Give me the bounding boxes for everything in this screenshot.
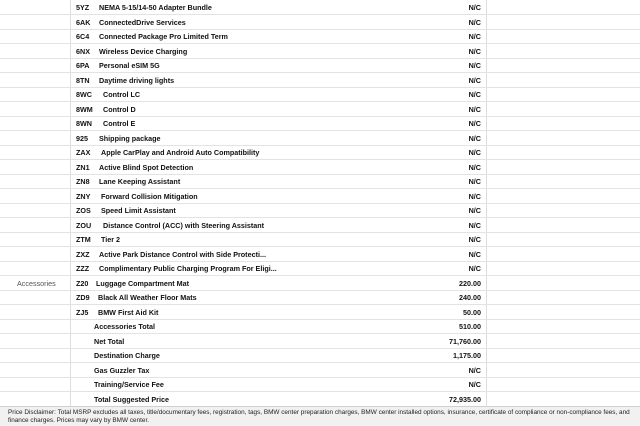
option-description: NEMA 5-15/14-50 Adapter Bundle (99, 3, 212, 12)
option-description: Control D (103, 104, 136, 114)
option-description: Daytime driving lights (99, 75, 175, 85)
option-price: N/C (468, 61, 481, 70)
total-label: Gas Guzzler Tax (94, 365, 150, 375)
option-code: ZJ5 (76, 307, 89, 317)
total-row (0, 334, 640, 349)
table-row (0, 58, 640, 73)
option-code: ZN8 (76, 177, 90, 186)
option-description: Complimentary Public Charging Program For Eligi... (99, 264, 277, 273)
table-row (0, 189, 640, 204)
table-row (0, 247, 640, 262)
total-value: 510.00 (459, 322, 481, 331)
option-price: N/C (468, 75, 481, 85)
total-row (0, 348, 640, 363)
option-description: BMW First Aid Kit (98, 307, 159, 317)
option-price: N/C (468, 46, 481, 56)
option-description: Speed Limit Assistant (101, 206, 176, 215)
option-description: Shipping package (99, 133, 161, 143)
option-description: Forward Collision Mitigation (101, 191, 198, 201)
option-price: N/C (468, 220, 481, 230)
total-row (0, 363, 640, 378)
table-row (0, 29, 640, 44)
option-code: ZZZ (76, 264, 90, 273)
table-row (0, 145, 640, 160)
option-price: 50.00 (463, 307, 481, 317)
table-row (0, 203, 640, 218)
total-label: Training/Service Fee (94, 380, 164, 389)
option-code: 6C4 (76, 32, 90, 41)
total-value: 1,175.00 (453, 351, 481, 360)
table-row (0, 174, 640, 189)
table-row (0, 116, 640, 131)
total-label: Accessories Total (94, 322, 155, 331)
option-description: Lane Keeping Assistant (99, 177, 181, 186)
option-code: 8WM (76, 104, 93, 114)
option-price: 240.00 (459, 293, 481, 302)
option-code: ZXZ (76, 249, 90, 259)
table-row (0, 261, 640, 276)
option-code: 925 (76, 133, 88, 143)
option-description: Active Blind Spot Detection (99, 162, 194, 172)
option-description: Connected Package Pro Limited Term (99, 32, 228, 41)
option-price: N/C (468, 264, 481, 273)
option-code: ZN1 (76, 162, 90, 172)
option-description: Wireless Device Charging (99, 46, 188, 56)
total-label: Net Total (94, 336, 125, 346)
option-description: ConnectedDrive Services (99, 17, 186, 27)
option-price: N/C (468, 177, 481, 186)
option-description: Luggage Compartment Mat (96, 278, 190, 288)
option-code: ZNY (76, 191, 91, 201)
option-price: N/C (468, 3, 481, 12)
section-label: Accessories (17, 278, 56, 288)
table-row (0, 276, 640, 291)
option-description: Black All Weather Floor Mats (98, 293, 197, 302)
total-label: Total Suggested Price (94, 394, 169, 404)
option-description: Control E (103, 119, 136, 128)
option-code: 5YZ (76, 3, 90, 12)
option-description: Tier 2 (101, 235, 121, 244)
option-code: 8TN (76, 75, 90, 85)
total-row (0, 392, 640, 407)
table-row (0, 0, 640, 15)
price-disclaimer: Price Disclaimer: Total MSRP excludes all taxes, title/documentary fees, registration, tags, BMW center preparation charges, BMW center installed options, insurance, certificate of compliance or non-compliance fees, and finance charges. Prices may vary by BMW center. (0, 406, 640, 426)
table-row (0, 290, 640, 305)
option-price: N/C (468, 32, 481, 41)
option-price: N/C (468, 133, 481, 143)
option-code: ZTM (76, 235, 91, 244)
option-code: 6AK (76, 17, 91, 27)
option-price: N/C (468, 206, 481, 215)
option-price: N/C (468, 191, 481, 201)
option-code: 6NX (76, 46, 90, 56)
table-row (0, 87, 640, 102)
option-price: N/C (468, 162, 481, 172)
total-value: 71,760.00 (449, 336, 481, 346)
option-code: ZOS (76, 206, 91, 215)
option-price: N/C (468, 249, 481, 259)
option-price: N/C (468, 148, 481, 157)
option-price: N/C (468, 17, 481, 27)
table-row (0, 160, 640, 175)
table-row (0, 218, 640, 233)
table-row (0, 232, 640, 247)
option-price: N/C (468, 119, 481, 128)
option-price: 220.00 (459, 278, 481, 288)
option-code: ZD9 (76, 293, 90, 302)
option-description: Control LC (103, 90, 141, 99)
total-value: N/C (468, 380, 481, 389)
option-description: Apple CarPlay and Android Auto Compatibility (101, 148, 260, 157)
table-row (0, 73, 640, 88)
option-code: 8WC (76, 90, 92, 99)
option-code: 8WN (76, 119, 92, 128)
table-row (0, 102, 640, 117)
option-code: ZAX (76, 148, 91, 157)
option-description: Personal eSIM 5G (99, 61, 160, 70)
table-row (0, 305, 640, 320)
option-price: N/C (468, 235, 481, 244)
option-price: N/C (468, 90, 481, 99)
option-code: Z20 (76, 278, 89, 288)
table-row (0, 15, 640, 30)
option-description: Active Park Distance Control with Side Protecti... (99, 249, 266, 259)
total-value: N/C (468, 365, 481, 375)
total-label: Destination Charge (94, 351, 160, 360)
total-row (0, 319, 640, 334)
table-row (0, 44, 640, 59)
total-row (0, 377, 640, 392)
option-code: 6PA (76, 61, 90, 70)
option-price: N/C (468, 104, 481, 114)
table-row (0, 131, 640, 146)
total-value: 72,935.00 (449, 394, 481, 404)
option-code: ZOU (76, 220, 92, 230)
option-description: Distance Control (ACC) with Steering Assistant (103, 220, 265, 230)
